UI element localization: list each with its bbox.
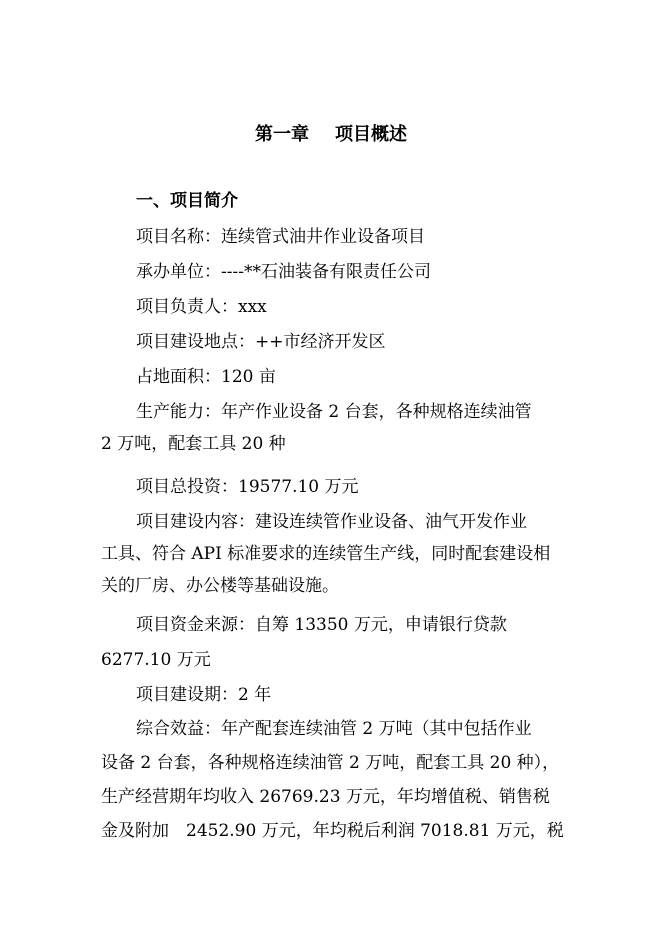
land-area: 占地面积：120 亩 (136, 367, 276, 387)
section-heading: 一、项目简介 (136, 191, 238, 211)
benefit-line-4: 金及附加 2452.90 万元，年均税后利润 7018.81 万元，税 (101, 821, 564, 841)
benefit-line-1: 综合效益：年产配套连续油管 2 万吨（其中包括作业 (136, 719, 532, 739)
capacity-line-1: 生产能力：年产作业设备 2 台套，各种规格连续油管 (136, 402, 532, 422)
chapter-title: 项目概述 (335, 124, 407, 145)
chapter-heading (0, 124, 662, 146)
construction-period: 项目建设期：2 年 (136, 685, 272, 705)
project-location: 项目建设地点：++市经济开发区 (136, 332, 386, 352)
content-line-1: 项目建设内容：建设连续管作业设备、油气开发作业 (136, 512, 527, 532)
project-name: 项目名称：连续管式油井作业设备项目 (136, 227, 425, 247)
content-line-2: 工具、符合 API 标准要求的连续管生产线，同时配套建设相 (101, 544, 551, 564)
capacity-line-2: 2 万吨，配套工具 20 种 (101, 434, 286, 454)
chapter-number: 第一章 (255, 124, 309, 145)
benefit-line-2: 设备 2 台套，各种规格连续油管 2 万吨，配套工具 20 种）， (101, 753, 560, 773)
funding-line-1: 项目资金来源：自筹 13350 万元，申请银行贷款 (136, 615, 507, 635)
host-unit: 承办单位：----**石油装备有限责任公司 (136, 262, 431, 282)
total-investment: 项目总投资：19577.10 万元 (136, 477, 359, 497)
project-leader: 项目负责人：xxx (136, 297, 267, 317)
content-line-3: 关的厂房、办公楼等基础设施。 (101, 576, 339, 596)
benefit-line-3: 生产经营期年均收入 26769.23 万元，年均增值税、销售税 (101, 787, 550, 807)
funding-line-2: 6277.10 万元 (101, 650, 211, 670)
